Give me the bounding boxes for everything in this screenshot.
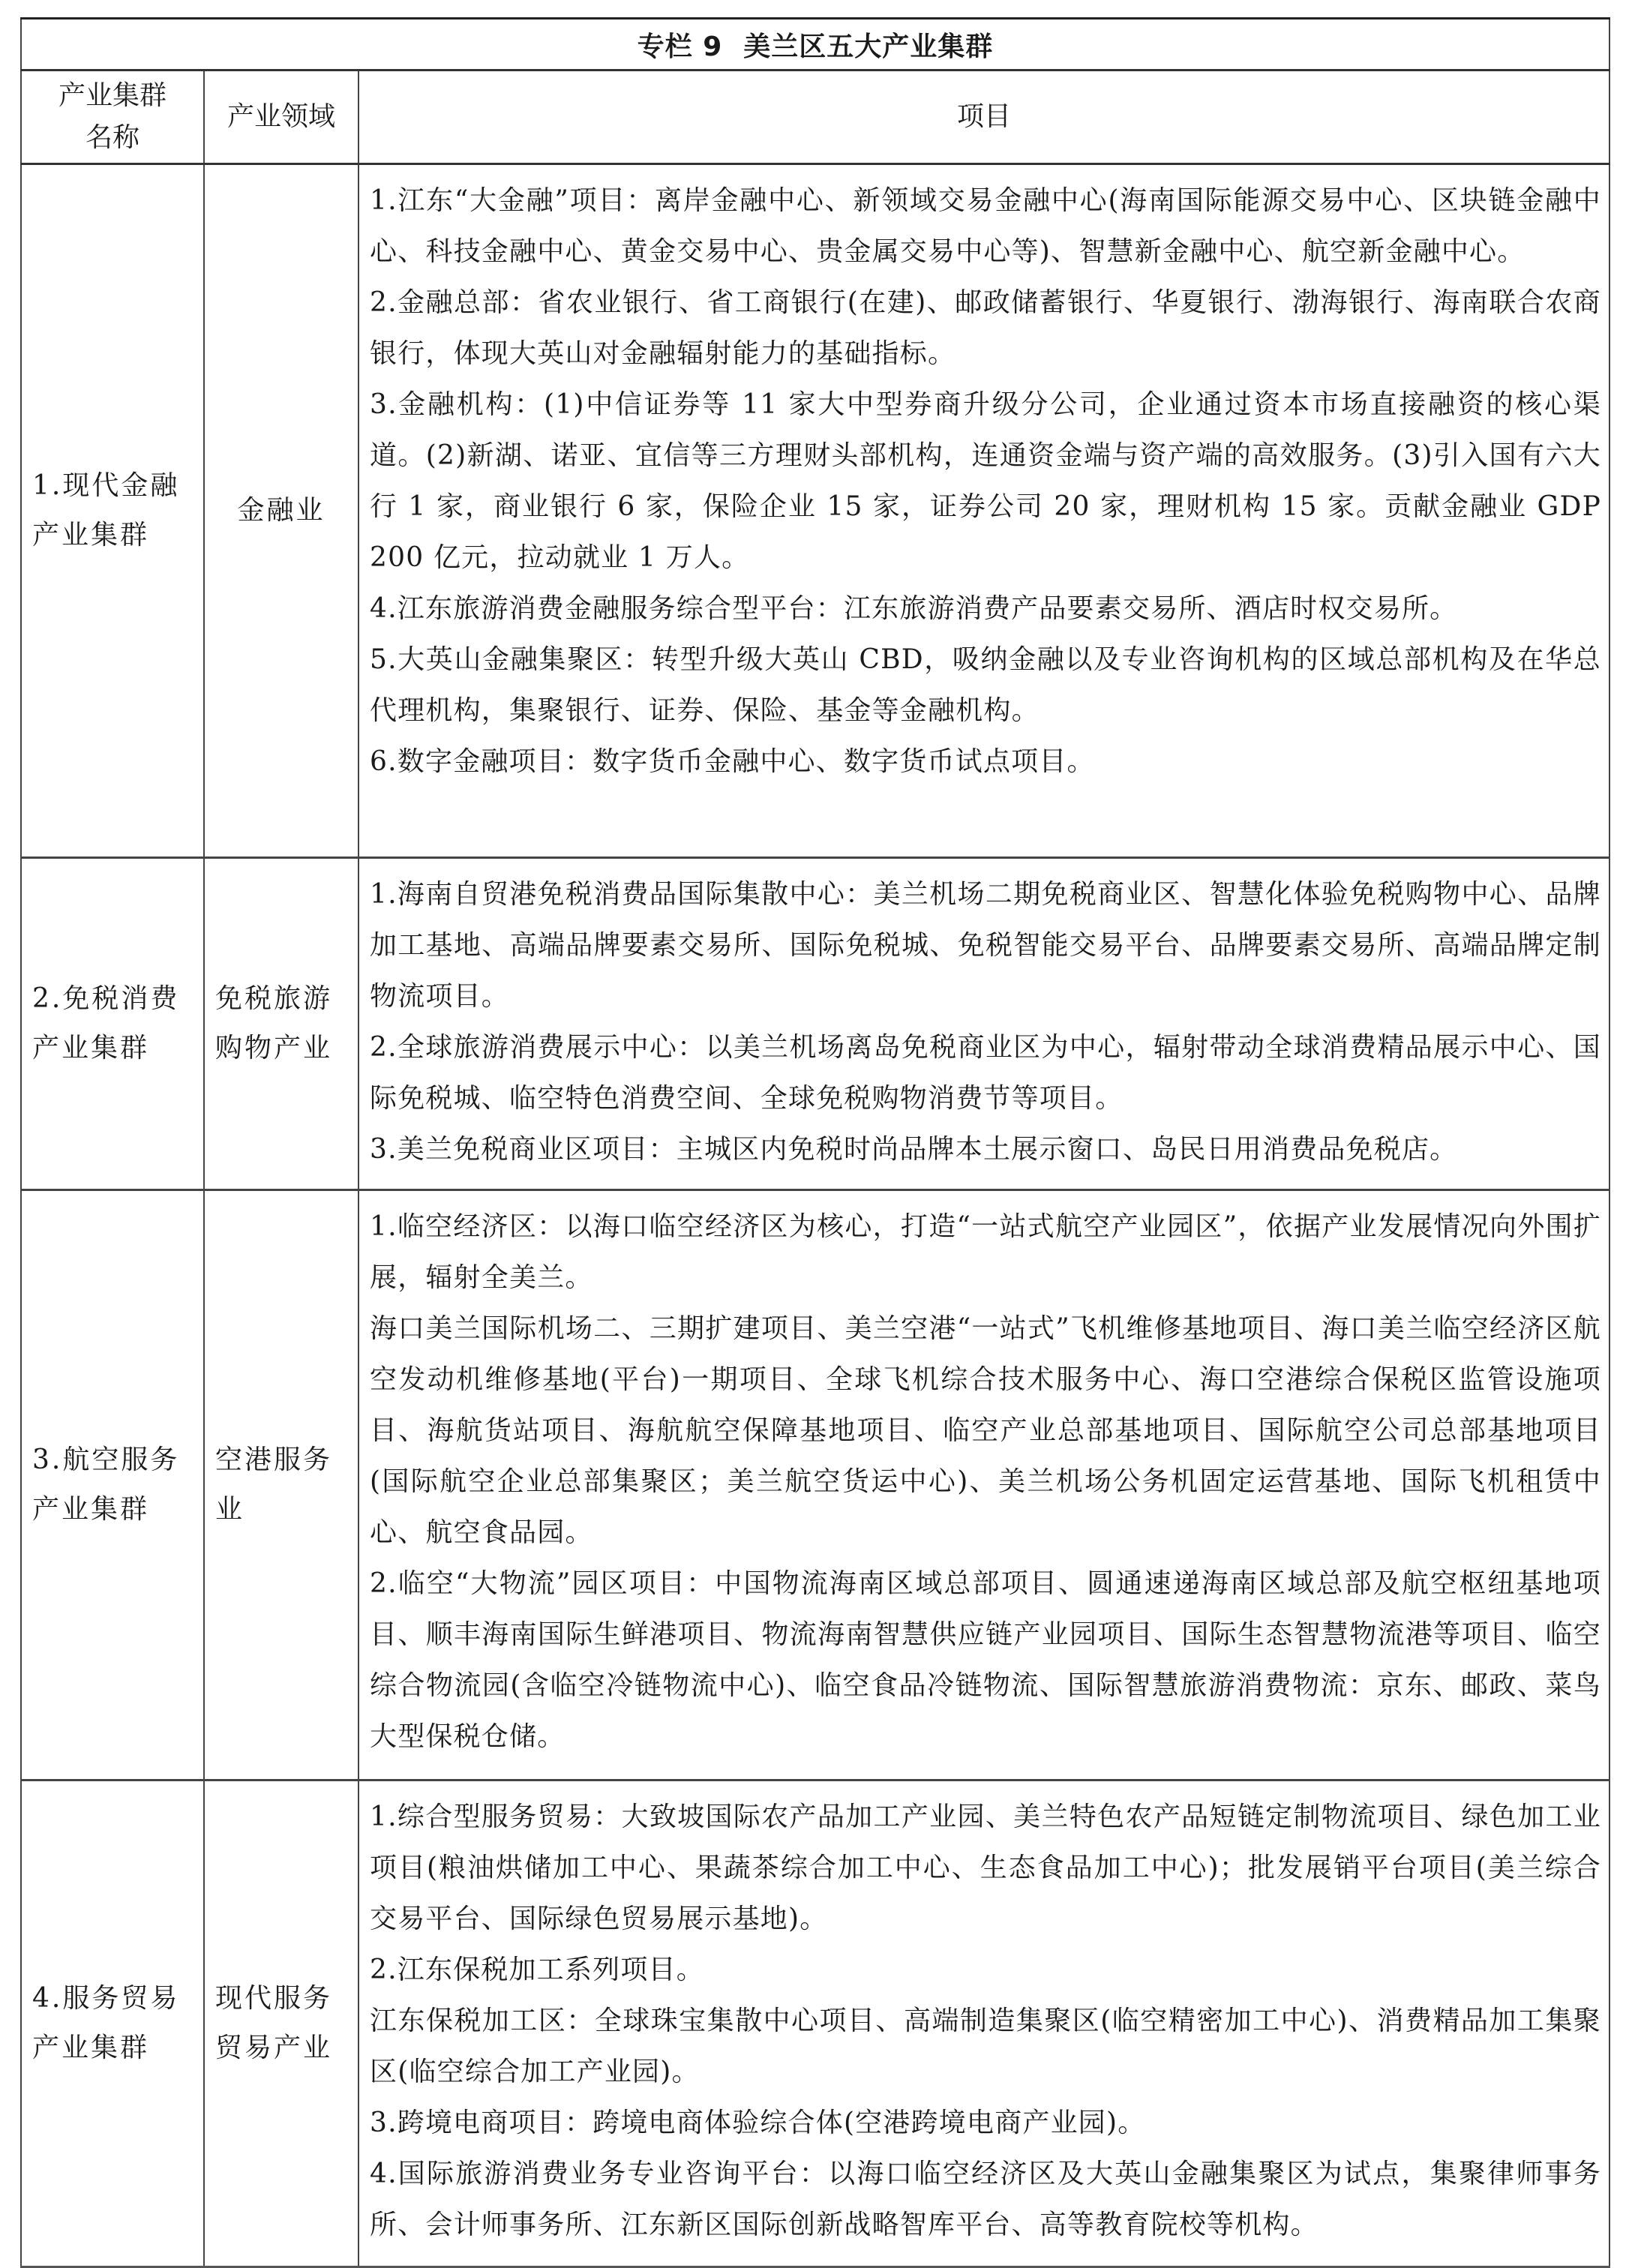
project-item: 4.国际旅游消费业务专业咨询平台：以海口临空经济区及大英山金融集聚区为试点，集聚律师事务所、会计师事务所、江东新区国际创新战略智库平台、高等教育院校等机构。 (370, 2158, 1601, 2240)
project-item: 2.金融总部：省农业银行、省工商银行(在建)、邮政储蓄银行、华夏银行、渤海银行、海南联合农商银行，体现大英山对金融辐射能力的基础指标。 (370, 287, 1601, 369)
header-cluster-name-label: 产业集群名称 (58, 80, 166, 153)
industry-field-cell: 空港服务业 (204, 1190, 358, 1780)
header-projects-label: 项目 (956, 101, 1011, 132)
project-item: 1.综合型服务贸易：大致坡国际农产品加工产业园、美兰特色农产品短链定制物流项目、绿色加工业项目(粮油烘储加工中心、果蔬茶综合加工中心、生态食品加工中心)；批发展销平台项目(美兰综合交易平台、国际绿色贸易展示基地)。 (370, 1802, 1601, 1934)
project-item: 江东保税加工区：全球珠宝集散中心项目、高端制造集聚区(临空精密加工中心)、消费精品加工集聚区(临空综合加工产业园)。 (370, 2006, 1601, 2087)
industry-field-cell: 金融业 (204, 164, 358, 858)
project-item: 2.临空“大物流”园区项目：中国物流海南区域总部项目、圆通速递海南区域总部及航空枢纽基地项目、顺丰海南国际生鲜港项目、物流海南智慧供应链产业园项目、国际生态智慧物流港等项目、临空综合物流园(含临空冷链物流中心)、临空食品冷链物流、国际智慧旅游消费物流：京东、邮政、菜鸟大型保税仓储。 (370, 1568, 1601, 1752)
cluster-name-cell: 2.免税消费产业集群 (21, 858, 204, 1190)
project-item: 1.江东“大金融”项目：离岸金融中心、新领域交易金融中心(海南国际能源交易中心、区块链金融中心、科技金融中心、黄金交易中心、贵金属交易中心等)、智慧新金融中心、航空新金融中心。 (370, 185, 1601, 267)
cluster-name-cell: 1.现代金融产业集群 (21, 164, 204, 858)
projects-cell (358, 1780, 1610, 2267)
project-item: 2.江东保税加工系列项目。 (370, 1954, 704, 1985)
project-item: 1.临空经济区：以海口临空经济区为核心，打造“一站式航空产业园区”，依据产业发展情况向外围扩展，辐射全美兰。 (370, 1211, 1601, 1293)
project-item: 6.数字金融项目：数字货币金融中心、数字货币试点项目。 (370, 746, 1095, 777)
table-row (21, 858, 1610, 1190)
table-header-row (21, 70, 1610, 164)
table-row (21, 1780, 1610, 2267)
table-title (21, 19, 1610, 70)
cluster-name-cell: 4.服务贸易产业集群 (21, 1780, 204, 2267)
table-title-text: 美兰区五大产业集群 (743, 31, 994, 62)
industry-field-cell: 现代服务贸易产业 (204, 1780, 358, 2267)
project-item: 3.美兰免税商业区项目：主城区内免税时尚品牌本土展示窗口、岛民日用消费品免税店。 (370, 1134, 1458, 1165)
project-item: 2.全球旅游消费展示中心：以美兰机场离岛免税商业区为中心，辐射带动全球消费精品展示中心、国际免税城、临空特色消费空间、全球免税购物消费节等项目。 (370, 1032, 1601, 1114)
header-cluster-name (21, 70, 204, 164)
projects-cell (358, 164, 1610, 858)
header-industry-field (204, 70, 358, 164)
project-item: 3.金融机构：(1)中信证券等 11 家大中型券商升级分公司，企业通过资本市场直接融资的核心渠道。(2)新湖、诺亚、宜信等三方理财头部机构，连通资金端与资产端的高效服务。(3)引入国有六大行 1 家，商业银行 6 家，保险企业 15 家，证券公司 20 家，理财机构 15 家。贡献金融业 GDP 200 亿元，拉动就业 1 万人。 (370, 389, 1601, 573)
project-item: 5.大英山金融集聚区：转型升级大英山 CBD，吸纳金融以及专业咨询机构的区域总部机构及在华总代理机构，集聚银行、证券、保险、基金等金融机构。 (370, 644, 1601, 726)
header-industry-field-label: 产业领域 (226, 101, 335, 132)
industry-field-cell: 免税旅游购物产业 (204, 858, 358, 1190)
table-title-number: 专栏 9 (637, 31, 723, 62)
industry-cluster-table (20, 17, 1610, 2268)
project-item: 1.海南自贸港免税消费品国际集散中心：美兰机场二期免税商业区、智慧化体验免税购物中心、品牌加工基地、高端品牌要素交易所、国际免税城、免税智能交易平台、品牌要素交易所、高端品牌定制物流项目。 (370, 879, 1601, 1012)
project-item: 海口美兰国际机场二、三期扩建项目、美兰空港“一站式”飞机维修基地项目、海口美兰临空经济区航空发动机维修基地(平台)一期项目、全球飞机综合技术服务中心、海口空港综合保税区监管设施项目、海航货站项目、海航航空保障基地项目、临空产业总部基地项目、国际航空公司总部基地项目(国际航空企业总部集聚区；美兰航空货运中心)、美兰机场公务机固定运营基地、国际飞机租赁中心、航空食品园。 (370, 1313, 1601, 1548)
table-row (21, 164, 1610, 858)
table-row (21, 1190, 1610, 1780)
projects-cell (358, 1190, 1610, 1780)
header-projects (358, 70, 1610, 164)
projects-cell (358, 858, 1610, 1190)
table-title-row (21, 19, 1610, 70)
cluster-name-cell: 3.航空服务产业集群 (21, 1190, 204, 1780)
project-item: 3.跨境电商项目：跨境电商体验综合体(空港跨境电商产业园)。 (370, 2108, 1146, 2138)
project-item: 4.江东旅游消费金融服务综合型平台：江东旅游消费产品要素交易所、酒店时权交易所。 (370, 593, 1458, 624)
